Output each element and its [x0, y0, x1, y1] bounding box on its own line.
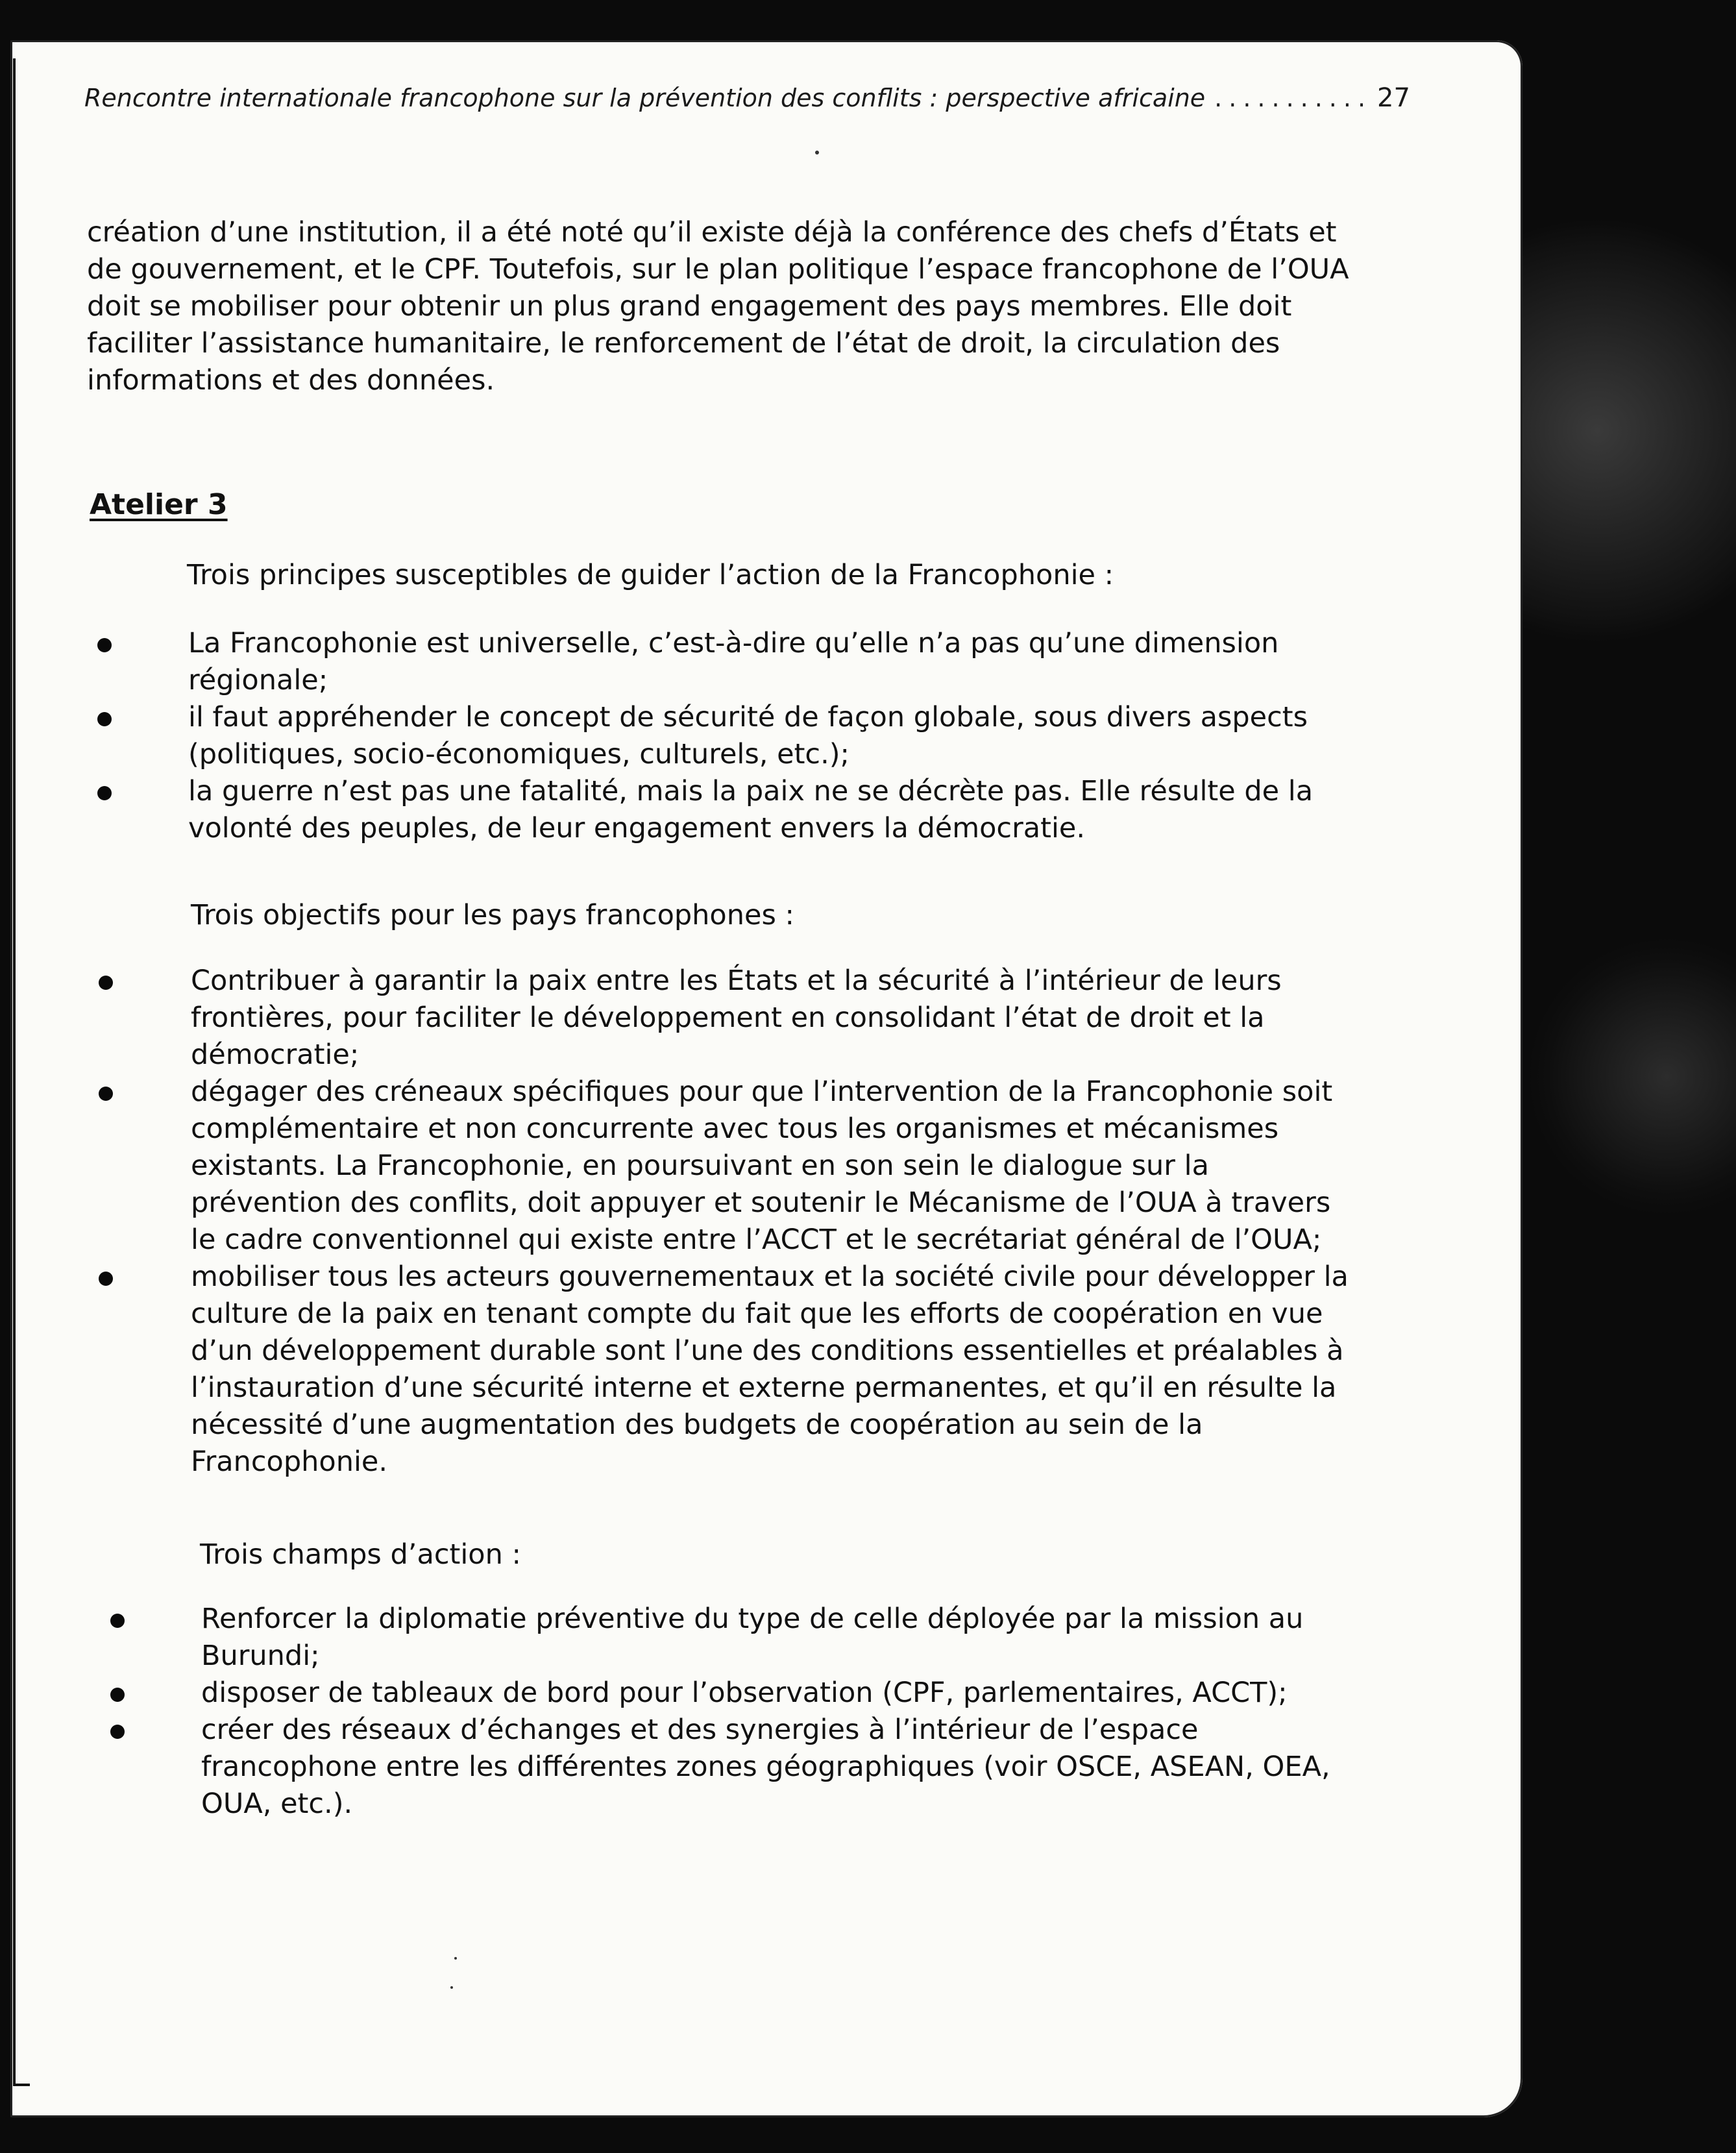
bullet-icon — [99, 976, 113, 990]
list-item — [99, 1259, 1364, 1481]
section-heading: Atelier 3 — [90, 488, 228, 521]
list-item — [97, 625, 1369, 699]
bullet-icon — [99, 1087, 113, 1101]
list-item-text: il faut appréhender le concept de sécurité de façon globale, sous divers aspects (politiques, socio-économiques, culturels, etc.); — [188, 701, 1308, 770]
page-corner-mark — [13, 2084, 30, 2086]
list-item — [97, 699, 1369, 773]
running-header-leader-dots: ........... — [1214, 84, 1373, 112]
principles-list — [97, 625, 1369, 847]
scan-speck — [450, 1986, 453, 1989]
bullet-icon — [99, 1272, 113, 1286]
list-item-text: disposer de tableaux de bord pour l’observation (CPF, parlementaires, ACCT); — [201, 1677, 1288, 1709]
list-item — [110, 1712, 1356, 1823]
bullet-icon — [110, 1614, 125, 1628]
fields-list — [110, 1601, 1356, 1823]
fields-lead: Trois champs d’action : — [200, 1538, 521, 1571]
scan-speck — [815, 151, 819, 154]
bullet-icon — [97, 638, 112, 652]
intro-paragraph: création d’une institution, il a été noté qu’il existe déjà la conférence des chefs d’États et de gouvernement, et le CPF. Toutefois, sur le plan politique l’espace francophone de l’OUA doit se mobiliser pour obtenir un plus grand engagement des pays membres. Elle doit faciliter l’assistance humanitaire, le renforcement de l’état de droit, la circulation des informations et des données. — [87, 216, 1349, 397]
objectives-list — [99, 963, 1364, 1481]
list-item-text: Renforcer la diplomatie préventive du type de celle déployée par la mission au Burundi; — [201, 1603, 1304, 1672]
bullet-icon — [110, 1688, 125, 1702]
bullet-icon — [110, 1725, 125, 1739]
list-item-text: la guerre n’est pas une fatalité, mais la paix ne se décrète pas. Elle résulte de la volonté des peuples, de leur engagement envers la démocratie. — [188, 775, 1314, 844]
list-item-text: La Francophonie est universelle, c’est-à-dire qu’elle n’a pas qu’une dimension régionale; — [188, 627, 1279, 696]
list-item — [97, 773, 1369, 847]
bullet-icon — [97, 786, 112, 800]
list-item — [99, 963, 1364, 1074]
list-item-text: créer des réseaux d’échanges et des synergies à l’intérieur de l’espace francophone entre les différentes zones géographiques (voir OSCE, ASEAN, OEA, OUA, etc.). — [201, 1714, 1330, 1820]
running-header — [84, 83, 1410, 113]
list-item-text: Contribuer à garantir la paix entre les États et la sécurité à l’intérieur de leurs frontières, pour faciliter le développement en consolidant l’état de droit et la démocratie; — [191, 965, 1282, 1071]
scan-speck — [454, 1957, 457, 1960]
page-number: 27 — [1377, 83, 1410, 113]
list-item-text: mobiliser tous les acteurs gouvernementaux et la société civile pour développer la culture de la paix en tenant compte du fait que les efforts de coopération en vue d’un développement durable sont l’une des conditions essentielles et préalables à l’instauration d’une sécurité interne et externe permanentes, et qu’il en résulte la nécessité d’une augmentation des budgets de coopération au sein de la Francophonie. — [191, 1261, 1349, 1478]
list-item — [110, 1675, 1356, 1712]
principles-lead: Trois principes susceptibles de guider l’action de la Francophonie : — [187, 559, 1114, 591]
running-header-title: Rencontre internationale francophone sur la prévention des conflits : perspective africaine — [84, 84, 1206, 112]
list-item — [99, 1074, 1364, 1259]
list-item-text: dégager des créneaux spécifiques pour que l’intervention de la Francophonie soit complémentaire et non concurrente avec tous les organismes et mécanismes existants. La Francophonie, en poursuivant en son sein le dialogue sur la prévention des conflits, doit appuyer et soutenir le Mécanisme de l’OUA à travers le cadre conventionnel qui existe entre l’ACCT et le secrétariat général de l’OUA; — [191, 1076, 1333, 1256]
objectives-lead: Trois objectifs pour les pays francophones : — [191, 899, 795, 931]
bullet-icon — [97, 712, 112, 726]
page-binding-edge — [13, 58, 16, 2084]
list-item — [110, 1601, 1356, 1675]
